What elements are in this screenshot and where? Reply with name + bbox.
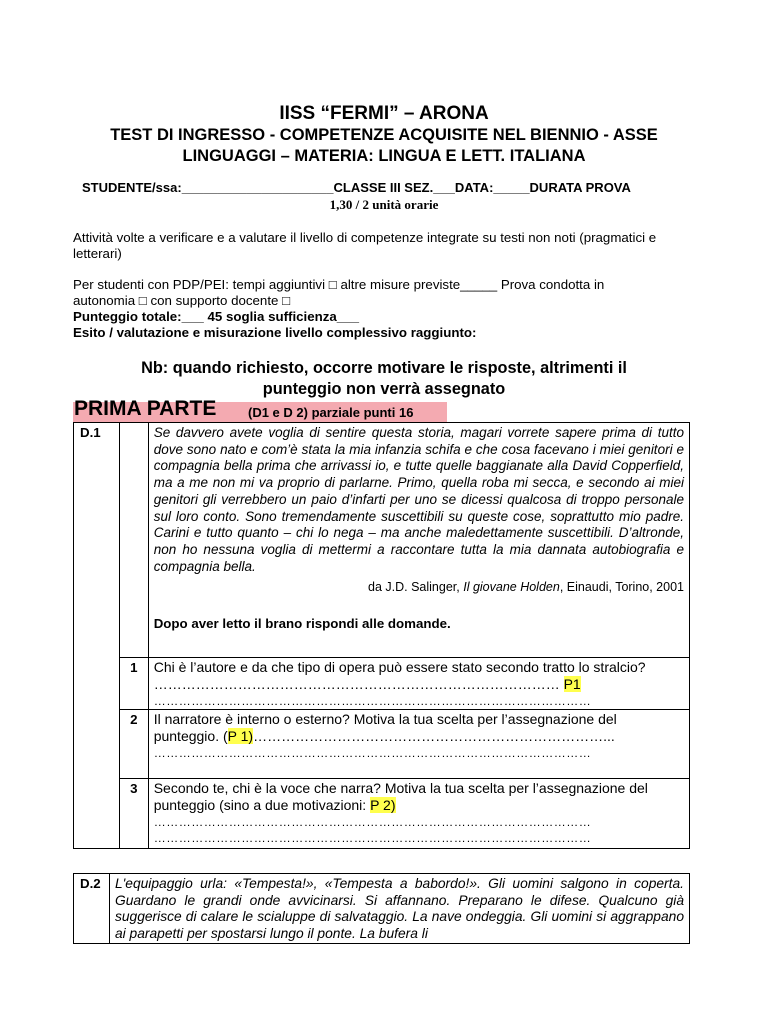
question-3 [148, 779, 689, 849]
d1-source-prefix: da J.D. Salinger, [368, 580, 464, 595]
d1-passage: Se davvero avete voglia di sentire questa storia, magari vorrete sapere prima di tutto dove sono nato e com’è stata la mia infanzia schifa e che cosa facevano i miei genitori e compagnia bella prima che arrivassi io, e tutte quelle baggianate alla David Copperfield, ma a me non mi va proprio di parlarne. Primo, quella roba mi secca, e secondo ai miei genitori gli verrebbero un paio d’infarti per uno se dicessi qualcosa di troppo personale sul loro conto. Sono tremendamente suscettibili su queste cose, soprattutto mio padre. Carini e tutto quanto – chi lo nega – ma anche maledettamente suscettibili. D’altronde, non ho nessuna voglia di mettermi a raccontare tutta la mia dannata autobiografia e compagnia bella. [153, 425, 684, 574]
question-1-text: Chi è l’autore e da che tipo di opera può essere stato secondo tratto lo stralcio? …………………………………………………………………………… [153, 659, 646, 692]
question-2-text: Il narratore è interno o esterno? Motiva la tua scelta per l’assegnazione del punteggio. ( [153, 711, 617, 744]
answer-line[interactable]: …………………………………………………………………………………………… [153, 694, 592, 708]
note-line2: punteggio non verrà assegnato [262, 380, 506, 398]
d1-source [149, 575, 689, 594]
d2-code: D.2 [74, 874, 110, 944]
question-number: 1 [119, 658, 148, 710]
outcome-text: Esito / valutazione e misurazione livello complessivo raggiunto: [73, 325, 477, 340]
test-subtitle-line2: LINGUAGGI – MATERIA: LINGUA E LETT. ITALIANA [182, 147, 586, 165]
duration: 1,30 / 2 unità orarie [329, 197, 439, 212]
test-subtitle [0, 125, 768, 167]
school-title: IISS “FERMI” – ARONA [279, 103, 489, 124]
answer-line[interactable]: …………………………………………………………………………………………… [153, 815, 592, 829]
note-line1: Nb: quando richiesto, occorre motivare le risposte, altrimenti il [141, 359, 627, 377]
question-1 [148, 658, 689, 710]
d1-code: D.1 [74, 423, 120, 849]
question-number: 3 [119, 779, 148, 849]
section-subtitle: (D1 e D 2) parziale punti 16 [248, 405, 414, 420]
activities-text: Attività volte a verificare e a valutare il livello di competenze integrate su testi non noti (pragmatici e letterari) [73, 230, 657, 261]
d1-source-suffix: , Einaudi, Torino, 2001 [559, 580, 684, 595]
pdp-text [73, 277, 713, 309]
answer-line[interactable]: …………………………………………………………………………………………… [153, 831, 592, 845]
pdp-line2: autonomia □ con supporto docente □ [73, 293, 291, 308]
answer-line[interactable]: …………………………………………………………………………………………… [153, 746, 592, 760]
question-3-text: Secondo te, chi è la voce che narra? Motiva la tua scelta per l’assegnazione del punteggio (sino a due motivazioni: [153, 780, 648, 813]
d1-source-title: Il giovane Holden [463, 580, 560, 595]
d2-passage-cell [109, 874, 689, 944]
d1-num-spacer [119, 423, 148, 658]
question-2-text-end: …………………………………………………………………... [253, 728, 615, 744]
question-3-points: P 2) [370, 797, 396, 813]
question-2 [148, 710, 689, 779]
d1-instruction: Dopo aver letto il brano rispondi alle domande. [153, 616, 451, 632]
section-title: PRIMA PARTE [74, 397, 217, 420]
question-1-points: P1 [563, 676, 581, 692]
d1-table [73, 422, 690, 849]
question-2-points: P 1) [227, 728, 254, 744]
test-subtitle-line1: TEST DI INGRESSO - COMPETENZE ACQUISITE NEL BIENNIO - ASSE [110, 126, 658, 144]
pdp-line1: Per studenti con PDP/PEI: tempi aggiuntivi □ altre misure previste_____ Prova condotta in [73, 277, 605, 292]
score-total: Punteggio totale:___ 45 soglia sufficienza___ [73, 309, 359, 324]
d2-passage: L'equipaggio urla: «Tempesta!», «Tempesta a babordo!». Gli uomini salgono in coperta. Guardano le grandi onde avvicinarsi. Si affannano. Preparano le difese. Qualcuno già suggerisce di calare le scialuppe di salvataggio. La nave ondeggia. Gli uomini si aggrappano ai parapetti per spostarsi lungo il ponte. La bufera li [114, 876, 684, 942]
note [0, 358, 768, 400]
question-number: 2 [119, 710, 148, 779]
d1-passage-cell [148, 423, 689, 658]
student-line: STUDENTE/ssa:_____________________CLASSE III SEZ.___DATA:_____DURATA PROVA [82, 180, 631, 195]
d2-table [73, 873, 690, 944]
